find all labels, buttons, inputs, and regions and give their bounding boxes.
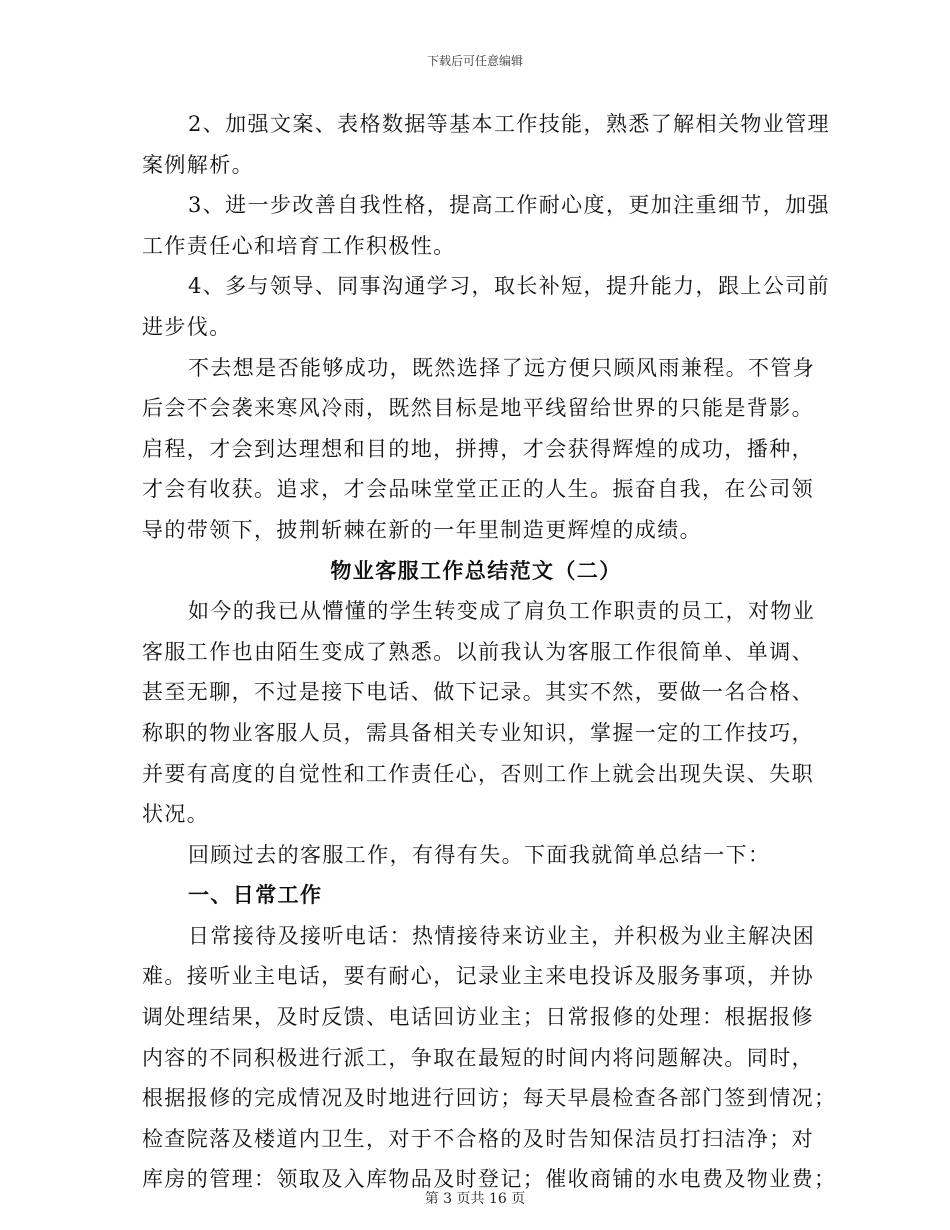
paragraph-intro: 如今的我已从懵懂的学生转变成了肩负工作职责的员工，对物业 客服工作也由陌生变成了熟悉。以前我认为客服工作很简单、单调、 甚至无聊，不过是接下电话、做下记录。其实不然，要做一名合格、 称职的物业客服人员，需具备相关专业知识，掌握一定的工作技巧， 并要有高度的自觉性和工作责任心，否则工作上就会出现失误、失职 状况。 bbox=[142, 599, 816, 827]
paragraph-item-4: 4、多与领导、同事沟通学习，取长补短，提升能力，跟上公司前 进步伐。 bbox=[142, 274, 830, 339]
page-header: 下载后可任意编辑 bbox=[426, 54, 523, 68]
paragraph-item-2: 2、加强文案、表格数据等基本工作技能，熟悉了解相关物业管理 案例解析。 bbox=[142, 112, 830, 177]
paragraph-review: 回顾过去的客服工作，有得有失。下面我就简单总结一下： bbox=[188, 842, 771, 867]
paragraph-closing: 不去想是否能够成功，既然选择了远方便只顾风雨兼程。不管身 后会不会袭来寒风冷雨，既然目标是地平线留给世界的只能是背影。 启程，才会到达理想和目的地，拼搏，才会获得辉煌的成功，播种， 才会有收获。追求，才会品味堂堂正正的人生。振奋自我，在公司领 导的带领下，披荆斩棘在新的一年里制造更辉煌的成绩。 bbox=[142, 355, 816, 542]
subheading-daily-work: 一、日常工作 bbox=[188, 882, 323, 908]
section-title: 物业客服工作总结范文（二） bbox=[330, 557, 622, 583]
paragraph-item-3: 3、进一步改善自我性格，提高工作耐心度，更加注重细节，加强 工作责任心和培育工作积极性。 bbox=[142, 193, 830, 258]
paragraph-daily: 日常接待及接听电话：热情接待来访业主，并积极为业主解决困 难。接听业主电话，要有耐心，记录业主来电投诉及服务事项，并协 调处理结果，及时反馈、电话回访业主；日常报修的处理：根据报修 内容的不同积极进行派工，争取在最短的时间内将问题解决。同时， 根据报修的完成情况及时地进行回访；每天早晨检查各部门签到情况； 检查院落及楼道内卫生，对于不合格的及时告知保洁员打扫洁净；对 库房的管理：领取及入库物品及时登记；催收商铺的水电费及物业费； bbox=[142, 923, 837, 1192]
page-footer: 第 3 页共 16 页 bbox=[424, 1191, 526, 1207]
document-body bbox=[142, 104, 837, 1200]
